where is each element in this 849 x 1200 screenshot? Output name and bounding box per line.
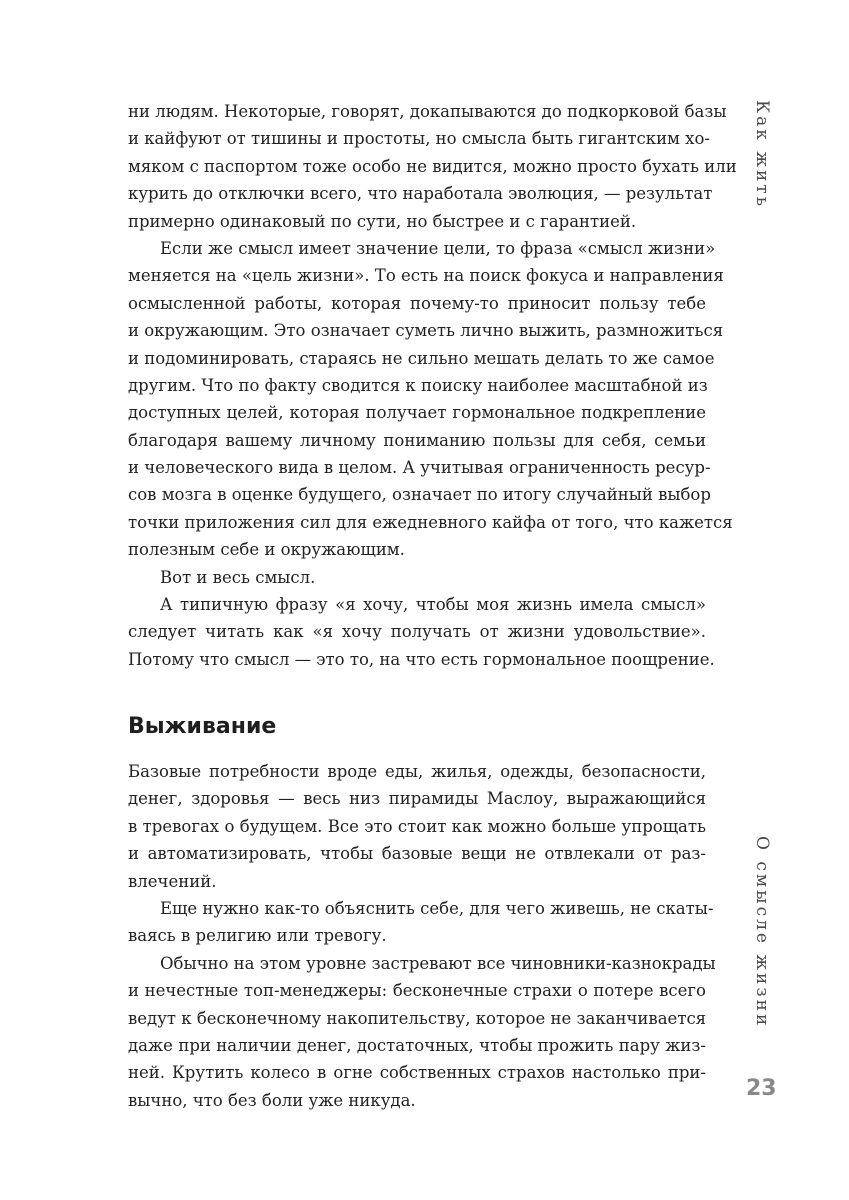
running-head-book-title: Как жить	[752, 100, 772, 209]
paragraph	[128, 591, 715, 673]
text-line: следует читать как «я хочу получать от жизни удовольствие».	[128, 622, 706, 642]
text-line: доступных целей, которая получает гормональное подкрепление	[128, 403, 706, 423]
text-line: точки приложения сил для ежедневного кайфа от того, что кажется	[128, 512, 733, 532]
text-line: А типичную фразу «я хочу, чтобы моя жизнь имела смысл»	[160, 595, 706, 615]
text-line: Базовые потребности вроде еды, жилья, одежды, безопасности,	[128, 762, 706, 781]
page-number: 23	[746, 1076, 777, 1101]
text-line: ваясь в религию или тревогу.	[128, 926, 387, 946]
text-line: и автоматизировать, чтобы базовые вещи не отвлекали от раз-	[128, 844, 706, 864]
paragraph	[128, 564, 706, 591]
text-line: даже при наличии денег, достаточных, чтобы прожить пару жиз-	[128, 1035, 706, 1055]
text-line: влечений.	[128, 871, 217, 891]
paragraph	[128, 950, 716, 1114]
text-line: примерно одинаковый по сути, но быстрее и с гарантией.	[128, 211, 637, 231]
text-line: ни людям. Некоторые, говорят, докапываются до подкорковой базы	[128, 102, 727, 121]
text-line: Потому что смысл — это то, на что есть гормональное поощрение.	[128, 649, 715, 669]
body-text-bottom	[128, 758, 716, 1114]
text-line: ней. Крутить колесо в огне собственных страхов настолько при-	[128, 1063, 706, 1083]
text-line: Вот и весь смысл.	[160, 567, 316, 587]
paragraph	[128, 235, 733, 564]
text-line: мяком с паспортом тоже особо не видится, можно просто бухать или	[128, 156, 737, 176]
text-line: и окружающим. Это означает суметь лично выжить, размножиться	[128, 321, 724, 341]
text-line: и человеческого вида в целом. А учитывая ограниченность ресур-	[128, 458, 711, 478]
paragraph	[128, 758, 706, 895]
text-line: Если же смысл имеет значение цели, то фраза «смысл жизни»	[160, 238, 716, 258]
paragraph	[128, 98, 737, 235]
paragraph	[128, 895, 714, 950]
text-line: меняется на «цель жизни». То есть на поиск фокуса и направления	[128, 266, 724, 286]
text-line: вычно, что без боли уже никуда.	[128, 1090, 416, 1110]
text-line: благодаря вашему личному пониманию пользы для себя, семьи	[128, 430, 706, 450]
text-line: другим. Что по факту сводится к поиску наиболее масштабной из	[128, 375, 708, 395]
text-line: и нечестные топ-менеджеры: бесконечные страхи о потере всего	[128, 981, 706, 1001]
body-text-top	[128, 98, 737, 673]
section-heading: Выживание	[128, 714, 277, 739]
text-line: полезным себе и окружающим.	[128, 540, 405, 560]
text-line: и кайфуют от тишины и простоты, но смысла быть гигантским хо-	[128, 129, 710, 149]
text-line: сов мозга в оценке будущего, означает по итогу случайный выбор	[128, 485, 711, 505]
text-line: ведут к бесконечному накопительству, которое не заканчивается	[128, 1008, 707, 1028]
text-line: Обычно на этом уровне застревают все чиновники-казнокрады	[160, 953, 716, 973]
text-line: Еще нужно как-то объяснить себе, для чего живешь, не скаты-	[160, 898, 714, 918]
text-line: в тревогах о будущем. Все это стоит как можно больше упрощать	[128, 816, 706, 836]
text-line: курить до отключки всего, что наработала эволюция, — результат	[128, 184, 713, 204]
text-line: осмысленной работы, которая почему-то приносит пользу тебе	[128, 293, 706, 313]
text-line: денег, здоровья — весь низ пирамиды Маслоу, выражающийся	[128, 789, 706, 809]
running-head-chapter-title: О смысле жизни	[752, 836, 772, 1029]
text-line: и подоминировать, стараясь не сильно мешать делать то же самое	[128, 348, 715, 368]
